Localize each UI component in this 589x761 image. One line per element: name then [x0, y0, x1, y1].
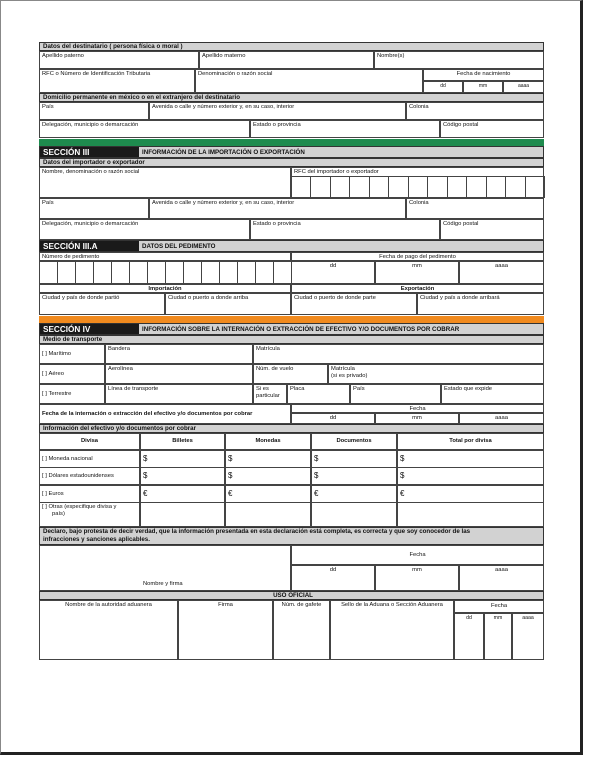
- uso-aaaa[interactable]: aaaa: [512, 613, 544, 660]
- importador-estado-field[interactable]: [250, 219, 440, 240]
- label: Avenida o calle y número exterior y, en su caso, interior: [152, 200, 295, 206]
- bracket: [ ]: [42, 490, 47, 497]
- label: Colonia: [409, 104, 429, 110]
- dob-dd[interactable]: dd: [423, 81, 463, 93]
- uso-dd[interactable]: dd: [454, 613, 484, 660]
- otras-total[interactable]: [397, 502, 544, 527]
- pedimento-digit-box[interactable]: [165, 261, 184, 284]
- bracket: [ ]: [42, 351, 47, 357]
- section-iii-label: SECCIÓN III: [40, 147, 139, 157]
- label: RFC del importador o exportador: [294, 169, 379, 175]
- green-divider: [39, 139, 544, 146]
- section-iii-title: INFORMACIÓN DE LA IMPORTACIÓN O EXPORTACIÓN: [142, 149, 305, 156]
- label: Ciudad y país de donde partió: [42, 295, 120, 301]
- label: Ciudad o puerto de donde parte: [294, 295, 376, 301]
- moneda-nacional-billetes-field[interactable]: [140, 450, 225, 468]
- importador-subheader: Datos del importador o exportador: [39, 158, 544, 167]
- moneda-nacional-checkbox[interactable]: [39, 450, 140, 468]
- label: Matrícula: [331, 366, 355, 372]
- label: Línea de transporte: [108, 386, 159, 392]
- declaracion-line-2: infracciones y sanciones aplicables.: [43, 536, 150, 543]
- rfc-char-box[interactable]: [330, 176, 350, 198]
- label: Delegación, municipio o demarcación: [42, 221, 139, 227]
- fecha-nacimiento-label: Fecha de nacimiento: [423, 69, 544, 81]
- rfc-char-box[interactable]: [369, 176, 389, 198]
- exp-origen-field[interactable]: [291, 293, 417, 315]
- bracket: [ ]: [42, 371, 47, 377]
- currency-symbol: $: [314, 471, 319, 481]
- bracket: [ ]: [42, 391, 47, 397]
- label: Núm. de vuelo: [256, 366, 294, 372]
- label: Denominación o razón social: [198, 71, 273, 77]
- label: Otras (especifique divisa y: [48, 504, 117, 510]
- linea-transporte-field[interactable]: [105, 384, 253, 404]
- rfc-char-box[interactable]: [525, 176, 545, 198]
- rfc-char-box[interactable]: [291, 176, 311, 198]
- pais-field[interactable]: [39, 102, 149, 120]
- label-sub: (si es privado): [331, 373, 368, 379]
- matricula-privado-field[interactable]: [328, 364, 544, 384]
- nombres-field[interactable]: [374, 51, 544, 69]
- otras-billetes[interactable]: [140, 502, 225, 527]
- pedimento-digit-box[interactable]: [183, 261, 202, 284]
- otras-documentos[interactable]: [311, 502, 397, 527]
- uso-oficial-header: USO OFICIAL: [39, 591, 544, 600]
- euros-billetes-field[interactable]: [140, 485, 225, 503]
- section-iv-header: [39, 323, 544, 335]
- rfc-char-box[interactable]: [427, 176, 447, 198]
- label: Nombre de la autoridad aduanera: [65, 602, 152, 608]
- label: País: [353, 386, 365, 392]
- currency-symbol: €: [143, 488, 148, 498]
- gafete-field[interactable]: [273, 600, 330, 660]
- label: Núm. de gafete: [281, 602, 322, 608]
- orange-divider: [39, 316, 544, 323]
- col-billetes: Billetes: [140, 433, 225, 450]
- importador-cp-field[interactable]: [440, 219, 544, 240]
- otras-checkbox[interactable]: [39, 502, 140, 527]
- bracket: [ ]: [42, 473, 47, 480]
- bracket: [ ]: [42, 456, 47, 462]
- rfc-field[interactable]: [39, 69, 195, 93]
- section-iiia-header: [39, 240, 544, 252]
- dob-aaaa[interactable]: aaaa: [503, 81, 544, 93]
- exportacion-label: Exportación: [291, 284, 544, 293]
- section-iii-header: [39, 146, 544, 158]
- currency-symbol: €: [314, 488, 319, 498]
- currency-symbol: $: [228, 454, 233, 463]
- importador-delegacion-field[interactable]: [39, 219, 250, 240]
- apellido-paterno-field[interactable]: [39, 51, 199, 69]
- internacion-dd[interactable]: dd: [291, 413, 375, 424]
- placa-field[interactable]: [287, 384, 350, 404]
- bracket: [ ]: [42, 504, 47, 510]
- codigo-postal-field[interactable]: [440, 120, 544, 138]
- declaracion-header: [39, 527, 544, 545]
- section-header-domicilio: Domicilio permanente en méxico o en el extranjero del destinatario: [39, 93, 544, 102]
- internacion-aaaa[interactable]: aaaa: [459, 413, 544, 424]
- rfc-char-box[interactable]: [466, 176, 486, 198]
- moneda-nacional-monedas-field[interactable]: [225, 450, 311, 468]
- info-efectivo-header: Información del efectivo y/o documentos por cobrar: [39, 424, 544, 433]
- label: Sello de la Aduana o Sección Aduanera: [341, 602, 443, 608]
- otras-monedas[interactable]: [225, 502, 311, 527]
- fecha-pago-label: Fecha de pago del pedimento: [291, 252, 544, 261]
- bandera-field[interactable]: [105, 344, 253, 364]
- declaracion-line-1: Declaro, bajo protesta de decir verdad, que la información presentada en esta declaración está completa, es correcta y que soy conocedor de las: [43, 528, 471, 535]
- pedimento-digit-box[interactable]: [75, 261, 94, 284]
- currency-symbol: €: [400, 488, 405, 498]
- euros-monedas-field[interactable]: [225, 485, 311, 503]
- label: Marítimo: [48, 351, 72, 357]
- importacion-label: Importación: [39, 284, 291, 293]
- avenida-field[interactable]: [149, 102, 406, 120]
- label: País: [42, 104, 54, 110]
- col-documentos: Documentos: [311, 433, 397, 450]
- label: Código postal: [443, 221, 479, 227]
- importador-pais-field[interactable]: [39, 198, 149, 219]
- euros-checkbox[interactable]: [39, 485, 140, 503]
- fecha-pago-aaaa[interactable]: aaaa: [459, 261, 544, 284]
- colonia-field[interactable]: [406, 102, 544, 120]
- declaracion-aaaa[interactable]: aaaa: [459, 565, 544, 591]
- fecha-internacion-label: Fecha de la internación o extracción del efectivo y/o documentos por cobrar: [39, 404, 291, 424]
- delegacion-field[interactable]: [39, 120, 250, 138]
- si-es-particular: Si es particular: [253, 384, 287, 404]
- euros-documentos-field[interactable]: [311, 485, 397, 503]
- label: RFC o Número de Identificación Tributaria: [42, 71, 151, 77]
- imp-origen-field[interactable]: [39, 293, 165, 315]
- declaracion-fecha-header: Fecha: [291, 545, 544, 565]
- label: Placa: [290, 386, 305, 392]
- currency-symbol: $: [143, 471, 148, 481]
- pedimento-digit-box[interactable]: [57, 261, 76, 284]
- col-divisa: Divisa: [39, 433, 140, 450]
- label: Terrestre: [48, 391, 72, 397]
- label: Matrícula: [256, 346, 280, 352]
- declaracion-dd[interactable]: dd: [291, 565, 375, 591]
- pedimento-digit-box[interactable]: [39, 261, 58, 284]
- rfc-char-box[interactable]: [310, 176, 330, 198]
- fecha-internacion-header: Fecha: [291, 404, 544, 413]
- matricula-field[interactable]: [253, 344, 544, 364]
- label: Delegación, municipio o demarcación: [42, 122, 139, 128]
- col-monedas: Monedas: [225, 433, 311, 450]
- autoridad-field[interactable]: [39, 600, 178, 660]
- pedimento-digit-box[interactable]: [129, 261, 148, 284]
- uso-fecha-header: Fecha: [454, 600, 544, 613]
- label: Colonia: [409, 200, 429, 206]
- rfc-char-box[interactable]: [447, 176, 467, 198]
- currency-symbol: €: [228, 488, 233, 498]
- label: Apellido paterno: [42, 53, 84, 59]
- label-sub: país): [52, 511, 65, 517]
- apellido-materno-field[interactable]: [199, 51, 374, 69]
- label: Firma: [218, 602, 233, 608]
- dolares-documentos-field[interactable]: [311, 467, 397, 485]
- pedimento-digit-box[interactable]: [255, 261, 274, 284]
- currency-symbol: $: [314, 454, 319, 463]
- pedimento-digit-box[interactable]: [273, 261, 292, 284]
- pedimento-digit-box[interactable]: [111, 261, 130, 284]
- rfc-char-box[interactable]: [486, 176, 506, 198]
- label: Apellido materno: [202, 53, 246, 59]
- fecha-pago-dd[interactable]: dd: [291, 261, 375, 284]
- firma-oficial-field[interactable]: [178, 600, 273, 660]
- denominacion-field[interactable]: [195, 69, 423, 93]
- label: Estado o provincia: [253, 122, 301, 128]
- label: Código postal: [443, 122, 479, 128]
- section-iv-title: INFORMACIÓN SOBRE LA INTERNACIÓN O EXTRACCIÓN DE EFECTIVO Y/O DOCUMENTOS POR COBRAR: [142, 326, 460, 333]
- euros-total-field[interactable]: [397, 485, 544, 503]
- label: Aéreo: [48, 371, 64, 377]
- currency-symbol: $: [143, 454, 148, 463]
- dolares-total-field[interactable]: [397, 467, 544, 485]
- dolares-monedas-field[interactable]: [225, 467, 311, 485]
- nombre-firma-label: Nombre y firma: [143, 581, 183, 587]
- label: Nombre, denominación o razón social: [42, 169, 140, 175]
- label: Moneda nacional: [48, 456, 93, 462]
- pedimento-digit-box[interactable]: [93, 261, 112, 284]
- col-total: Total por divisa: [397, 433, 544, 450]
- firma-field[interactable]: [39, 545, 291, 591]
- imp-destino-field[interactable]: [165, 293, 291, 315]
- estado-field[interactable]: [250, 120, 440, 138]
- section-iiia-label: SECCIÓN III.A: [40, 241, 139, 251]
- rfc-char-box[interactable]: [408, 176, 428, 198]
- label: Aerolínea: [108, 366, 133, 372]
- pedimento-digit-box[interactable]: [147, 261, 166, 284]
- label: Euros: [48, 490, 64, 497]
- importador-nombre-field[interactable]: [39, 167, 291, 198]
- estado-expide-field[interactable]: [441, 384, 544, 404]
- label: Ciudad y país a donde arribará: [420, 295, 500, 301]
- internacion-mm[interactable]: mm: [375, 413, 459, 424]
- rfc-char-box[interactable]: [505, 176, 525, 198]
- currency-symbol: $: [228, 471, 233, 481]
- label: Bandera: [108, 346, 130, 352]
- exp-destino-field[interactable]: [417, 293, 544, 315]
- fecha-pago-mm[interactable]: mm: [375, 261, 459, 284]
- importador-avenida-field[interactable]: [149, 198, 406, 219]
- dob-mm[interactable]: mm: [463, 81, 503, 93]
- currency-symbol: $: [400, 471, 405, 481]
- maritimo-checkbox[interactable]: [39, 344, 105, 364]
- dolares-billetes-field[interactable]: [140, 467, 225, 485]
- moneda-nacional-documentos-field[interactable]: [311, 450, 397, 468]
- aereo-checkbox[interactable]: [39, 364, 105, 384]
- rfc-char-box[interactable]: [388, 176, 408, 198]
- label: Dólares estadounidenses: [48, 473, 114, 480]
- importador-colonia-field[interactable]: [406, 198, 544, 219]
- pedimento-digit-box[interactable]: [201, 261, 220, 284]
- section-header-destinatario: Datos del destinatario ( persona física o moral ): [39, 42, 544, 51]
- label: Avenida o calle y número exterior y, en su caso, interior: [152, 104, 295, 110]
- pedimento-digit-box[interactable]: [219, 261, 238, 284]
- label: Estado que expide: [444, 386, 493, 392]
- rfc-char-box[interactable]: [349, 176, 369, 198]
- declaracion-mm[interactable]: mm: [375, 565, 459, 591]
- terrestre-checkbox[interactable]: [39, 384, 105, 404]
- pedimento-digit-box[interactable]: [237, 261, 256, 284]
- label: Nombre(s): [377, 53, 405, 59]
- dolares-checkbox[interactable]: [39, 467, 140, 485]
- currency-symbol: $: [400, 454, 405, 463]
- uso-mm[interactable]: mm: [484, 613, 512, 660]
- sello-field[interactable]: [330, 600, 454, 660]
- pais-placa-field[interactable]: [350, 384, 441, 404]
- label: País: [42, 200, 54, 206]
- section-iv-label: SECCIÓN IV: [40, 324, 139, 334]
- aerolinea-field[interactable]: [105, 364, 253, 384]
- medio-transporte-header: Medio de transporte: [39, 335, 544, 344]
- numero-pedimento-label: Número de pedimento: [39, 252, 291, 261]
- label: Ciudad o puerto a donde arriba: [168, 295, 249, 301]
- section-iiia-title: DATOS DEL PEDIMENTO: [142, 243, 216, 250]
- label: Estado o provincia: [253, 221, 301, 227]
- num-vuelo-field[interactable]: [253, 364, 328, 384]
- moneda-nacional-total-field[interactable]: [397, 450, 544, 468]
